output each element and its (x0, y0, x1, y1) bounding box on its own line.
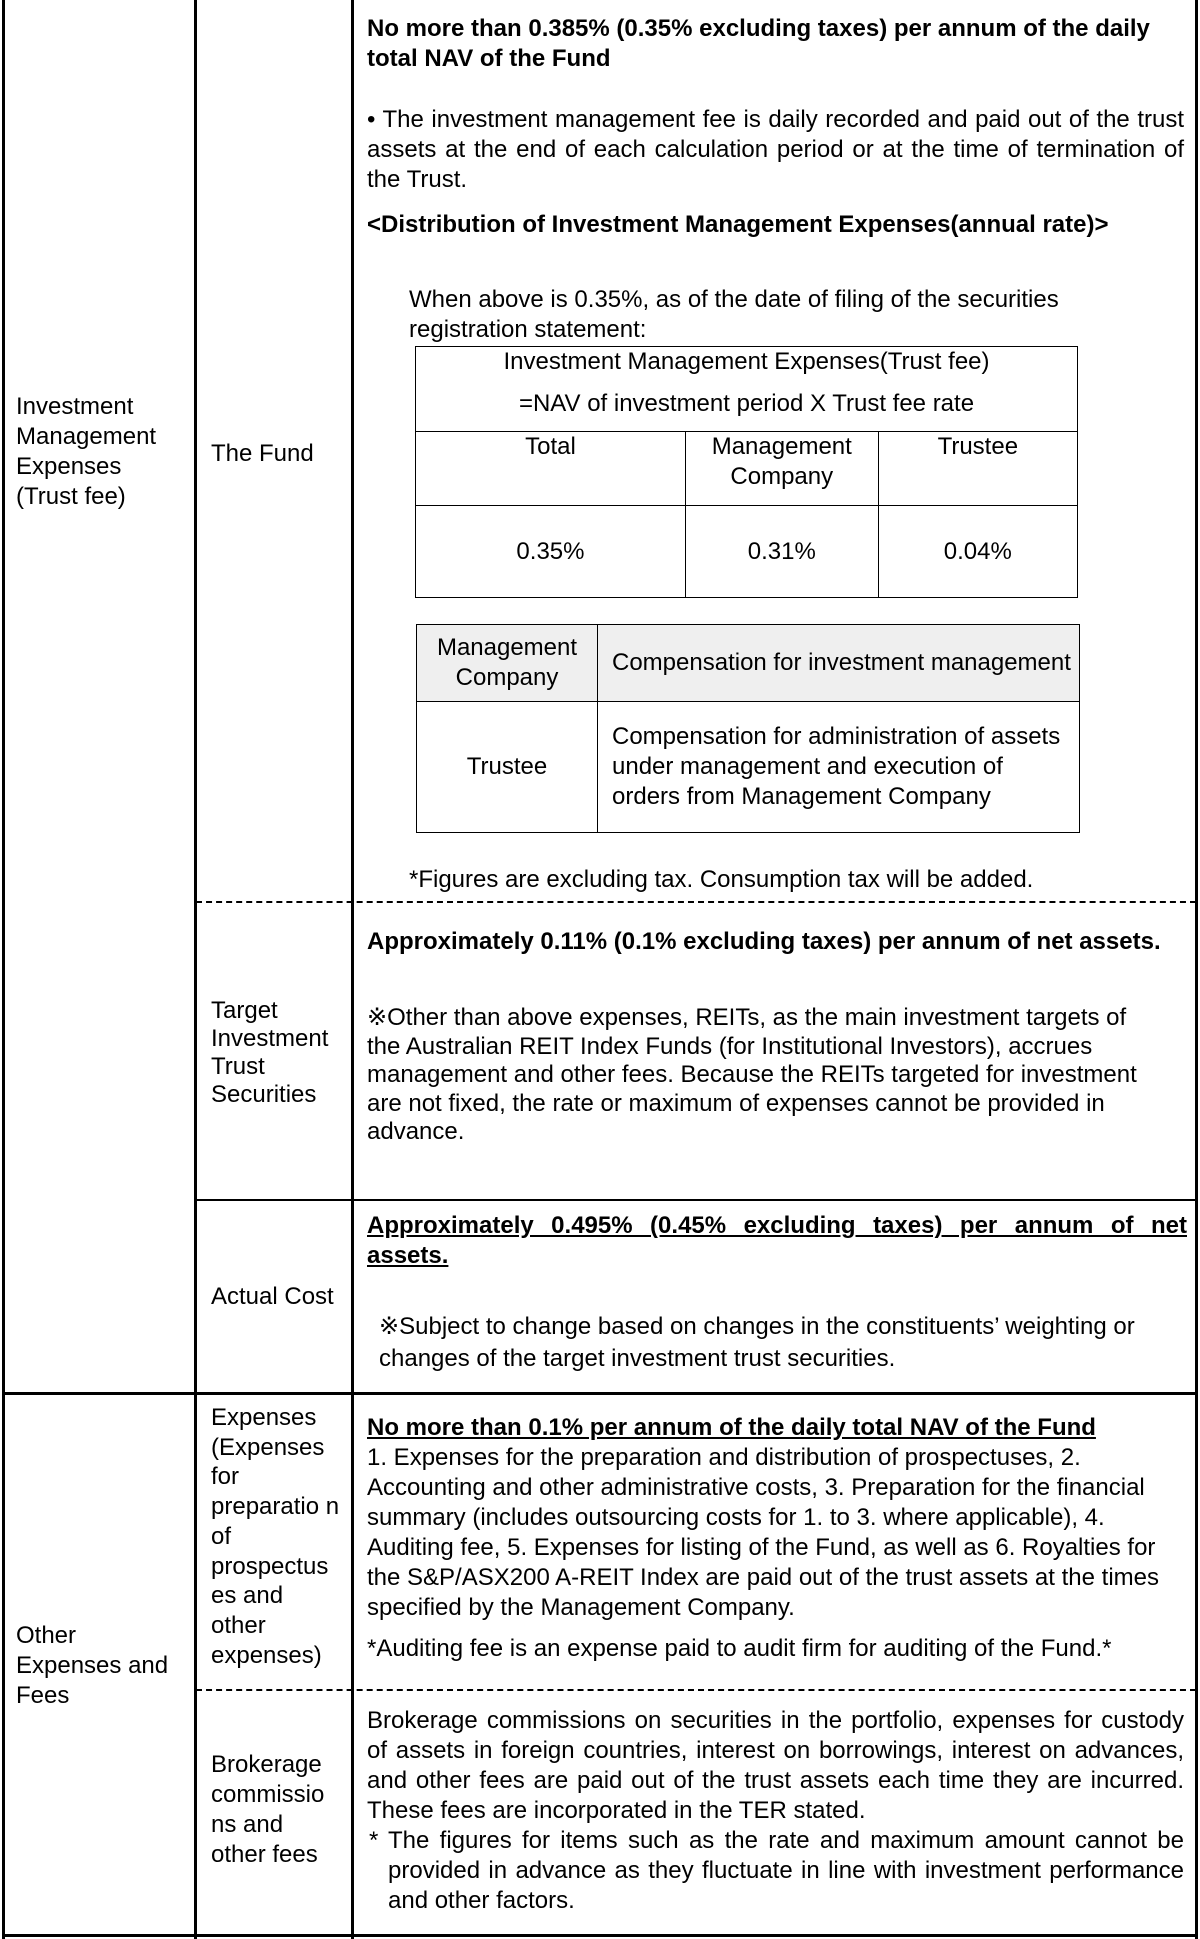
brokerage-note-mark: * (369, 1827, 379, 1854)
row-divider-target-actual (196, 1199, 1196, 1201)
value-total: 0.35% (416, 506, 686, 598)
formula-line-2: =NAV of investment period X Trust fee rate (518, 390, 975, 417)
expenses-note: *Auditing fee is an expense paid to audit firm for auditing of the Fund.* (367, 1635, 1112, 1662)
role-desc-trustee: Compensation for administration of assets under management and execution of orders from Management Company (598, 702, 1080, 833)
actual-cost-headline: Approximately 0.495% (0.45% excluding taxes) per annum of net assets. (367, 1212, 1187, 1269)
role-desc-management-company: Compensation for investment management (598, 625, 1080, 702)
row-label-brokerage: Brokerage commissio ns and other fees (211, 1751, 325, 1868)
target-fee-note: ※Other than above expenses, REITs, as the main investment targets of the Australian REIT Index Funds (for Institutional Investors), accrues management and other fees. Because the REITs targeted for investment are not fixed, the rate or maximum of expenses cannot be provided in advance. (367, 1004, 1137, 1145)
row-label-the-fund: The Fund (211, 440, 314, 467)
role-label-trustee: Trustee (417, 702, 598, 833)
actual-cost-note: ※Subject to change based on changes in the constituents’ weighting or changes of the target investment trust securities. (379, 1313, 1135, 1372)
fee-distribution-table (415, 346, 1078, 598)
row-label-target-investment: Target Investment Trust Securities (211, 997, 329, 1108)
brokerage-body: Brokerage commissions on securities in the portfolio, expenses for custody of assets in foreign countries, interest on borrowings, interest on advances, and other fees are paid out of the trust assets each time they are incurred. These fees are incorporated in the TER stated. (367, 1707, 1184, 1824)
table-border-bottom (2, 1934, 1198, 1937)
expenses-body: 1. Expenses for the preparation and distribution of prospectuses, 2. Accounting and other administrative costs, 3. Preparation for the financial summary (includes outsourcing costs for 1. to 3. where applicable), 4. Auditing fee, 5. Expenses for listing of the Fund, as well as 6. Royalties for the S&P/ASX200 A-REIT Index are paid out of the trust assets at the times specified by the Management Company. (367, 1444, 1159, 1621)
col-header-total: Total (416, 432, 686, 506)
column-divider-1 (194, 0, 197, 1939)
target-fee-headline: Approximately 0.11% (0.1% excluding taxes) per annum of net assets. (367, 928, 1161, 955)
expenses-headline: No more than 0.1% per annum of the daily total NAV of the Fund (367, 1414, 1096, 1441)
fund-fee-headline: No more than 0.385% (0.35% excluding taxes) per annum of the daily total NAV of the Fund (367, 15, 1150, 72)
row-divider-expenses-brokerage (196, 1689, 1196, 1691)
brokerage-note: The figures for items such as the rate and maximum amount cannot be provided in advance as they fluctuate in line with investment performance and other factors. (388, 1827, 1184, 1914)
table-border-right (1195, 0, 1198, 1939)
row-divider-fund-target (196, 901, 1196, 903)
row-label-expenses: Expenses (Expenses for preparatio n of prospectus es and other expenses) (211, 1404, 340, 1669)
fund-fee-bullet: • The investment management fee is daily recorded and paid out of the trust assets at the end of each calculation period or at the time of termination of the Trust. (367, 106, 1184, 193)
value-management-company: 0.31% (685, 506, 878, 598)
formula-line-1: Investment Management Expenses(Trust fee) (503, 348, 990, 375)
row-label-actual-cost: Actual Cost (211, 1283, 334, 1310)
roles-table (416, 624, 1080, 833)
section-label-other-expenses: Other Expenses and Fees (16, 1622, 169, 1709)
distribution-heading: <Distribution of Investment Management Expenses(annual rate)> (367, 211, 1109, 238)
column-divider-2 (351, 0, 354, 1939)
value-trustee: 0.04% (878, 506, 1077, 598)
col-header-management-company: Management Company (685, 432, 878, 506)
table-border-left (2, 0, 5, 1939)
formula-cell (416, 347, 1078, 432)
col-header-trustee: Trustee (878, 432, 1077, 506)
section-divider (2, 1392, 1198, 1395)
role-label-management-company: Management Company (417, 625, 598, 702)
section-label-investment-management: Investment Management Expenses (Trust fee) (16, 393, 157, 510)
distribution-intro: When above is 0.35%, as of the date of filing of the securities registration statement: (409, 286, 1059, 343)
fund-footnote: *Figures are excluding tax. Consumption tax will be added. (409, 866, 1034, 893)
